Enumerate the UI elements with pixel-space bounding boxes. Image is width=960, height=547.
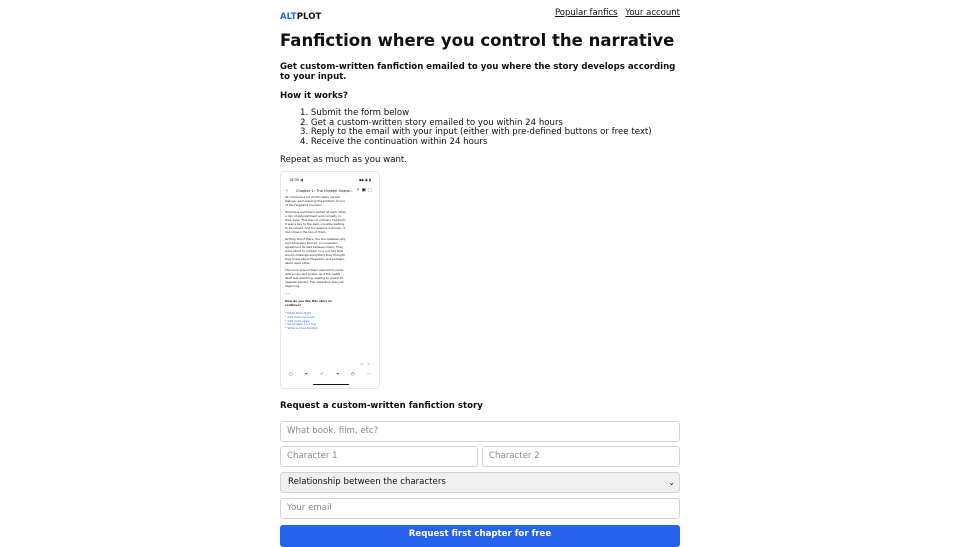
step-item: 2. Get a custom-written story emailed to you within 24 hours [300, 117, 564, 128]
phone-time: 18:30 ◀ [289, 178, 303, 182]
phone-mail-body [285, 196, 347, 331]
form-title: Request a custom-written fanfiction story [280, 401, 483, 411]
story-paragraph: As they stood there, the line between ally and adversary blurred, an unspoken agreement formed between them. They were about to embark on a journey that would challenge everything they thought they knew about Hogwarts, and perhaps, about each other. [285, 237, 346, 265]
continue-question: How do you like this story to continue? [285, 298, 332, 307]
logo-plot: PLOT [296, 12, 322, 22]
story-divider: ----- [285, 291, 291, 296]
nav-popular-fanfics[interactable]: Popular fanfics [554, 8, 618, 18]
mail-action-icons: ⚡▣⬚ [356, 188, 374, 193]
submit-button[interactable]: Request first chapter for free [280, 525, 680, 547]
home-indicator [313, 384, 349, 386]
site-header [280, 8, 680, 24]
continue-option: * Write a cross-fandom [285, 326, 319, 331]
reply-icon: ↞ [304, 372, 309, 377]
logo[interactable] [280, 12, 321, 22]
work-input[interactable]: What book, film, etc? [280, 421, 680, 442]
continue-option: * Add more romance [285, 314, 315, 319]
back-icon: ‹ [286, 188, 288, 194]
chevron-down-icon: ⌄ [668, 478, 675, 487]
clock-icon: ◷ [350, 372, 355, 377]
nav-your-account[interactable]: Your account [625, 8, 680, 18]
circle-icon: ○ [289, 372, 293, 377]
how-it-works-heading: How it works? [280, 91, 348, 101]
continue-option: * Add more spice [285, 318, 310, 323]
story-paragraph: The room around them seemed to pulse with an ancient power, as if the castle itself was watching, waiting to reveal its deepest secrets. The adventure was just beginning. [285, 268, 344, 288]
phone-status-icons: ▪▪ ◉ ▮ [359, 178, 371, 182]
reply-arrows-icon: ↶↷ [360, 362, 373, 367]
forward-icon: ↠ [335, 372, 340, 377]
repeat-text: Repeat as much as you want. [280, 155, 408, 165]
steps-list [300, 109, 652, 147]
phone-toolbar [289, 372, 371, 380]
character-1-input[interactable]: Character 1 [280, 446, 478, 467]
logo-alt: ALT [280, 12, 297, 22]
page-subtitle: Get custom-written fanfiction emailed to you where the story develops according to your input. [280, 62, 676, 82]
step-item: 4. Receive the continuation within 24 hours [300, 136, 488, 147]
story-paragraph: Hermione and Draco looked at each other, a mix of astonishment and curiosity in their eyes. This was no ordinary heirloom; it was a key to the past, a puzzle waiting to be solved. And for reasons unknown, it had chosen the two of them. [285, 210, 347, 234]
continue-option: * Make them fight [285, 310, 311, 315]
phone-status-bar [289, 178, 371, 184]
email-input[interactable]: Your email [280, 498, 680, 519]
story-paragraph: its concerns-a bit of intricately carved statues, each bearing the emblem of one of the Hogwarts founders. [285, 195, 345, 207]
character-2-input[interactable]: Character 2 [482, 446, 680, 467]
continue-option: * Send them on a trip [285, 322, 317, 327]
check-icon: ✓ [320, 372, 324, 377]
more-icon: ⋯ [366, 372, 371, 377]
step-item: 1. Submit the form below [300, 108, 410, 118]
top-nav [550, 8, 680, 18]
page-title: Fanfiction where you control the narrative [280, 31, 675, 50]
step-item: 3. Reply to the email with your input (either with pre-defined buttons or free text) [300, 127, 652, 137]
relationship-select[interactable] [280, 472, 680, 493]
relationship-selected: Relationship between the characters [288, 477, 446, 487]
phone-screenshot [280, 171, 380, 389]
phone-mail-title: Chapter 1: The Unseen Snape... [296, 189, 354, 193]
